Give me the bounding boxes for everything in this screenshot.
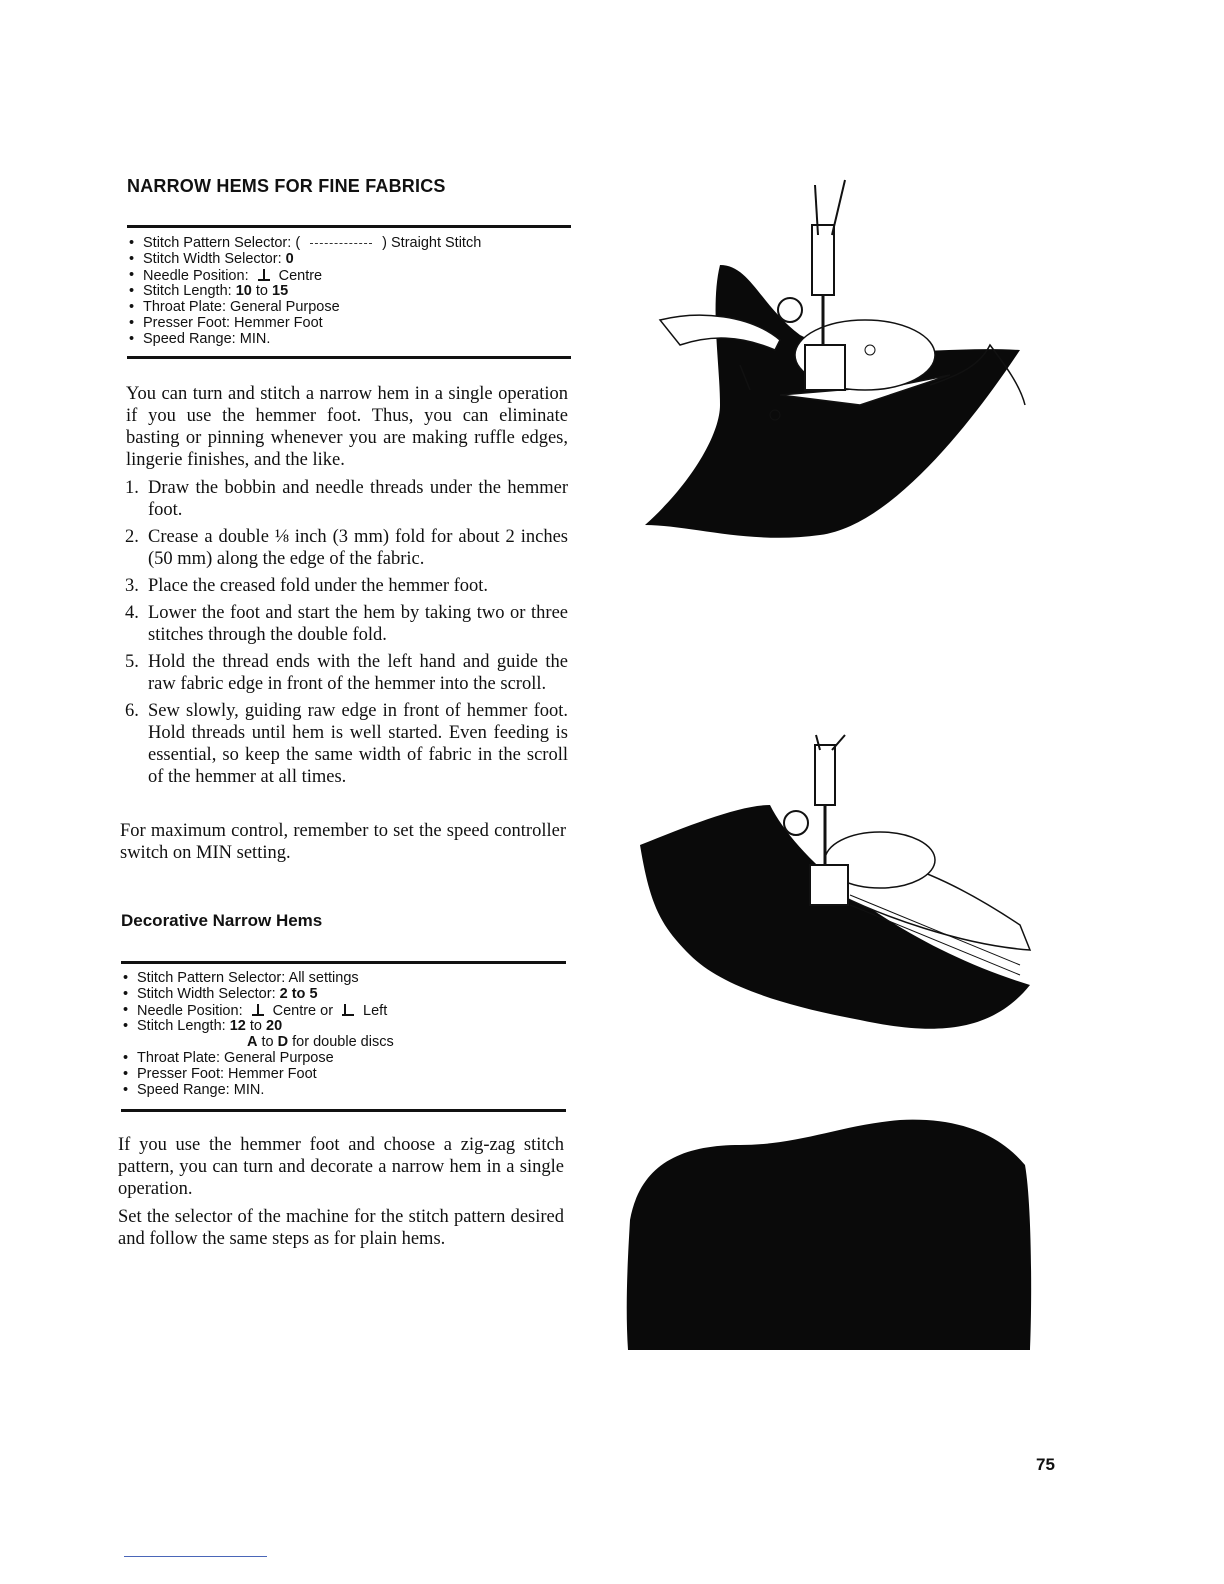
- settings-list-2: [121, 971, 394, 1098]
- setting-throat: • Throat Plate: General Purpose: [121, 1051, 394, 1067]
- needle-centre-icon: [257, 268, 271, 282]
- decorative-paragraph-2: Set the selector of the machine for the stitch pattern desired and follow the same steps as for plain hems.: [118, 1207, 564, 1249]
- rule-top-1: [127, 225, 571, 228]
- setting-presser: • Presser Foot: Hemmer Foot: [121, 1067, 394, 1083]
- setting-speed: • Speed Range: MIN.: [121, 1083, 394, 1099]
- illustration-finished-hem: [627, 1120, 1031, 1350]
- rule-bottom-2: [121, 1109, 566, 1112]
- setting-pattern: • Stitch Pattern Selector: ( ) Straight Stitch: [127, 236, 481, 252]
- setting-length: • Stitch Length: 12 to 20: [121, 1019, 394, 1035]
- settings-list-1: [127, 236, 481, 348]
- illustration-hemming-step-1: [645, 180, 1025, 538]
- setting-pattern: • Stitch Pattern Selector: All settings: [121, 971, 394, 987]
- page-title: NARROW HEMS FOR FINE FABRICS: [127, 176, 446, 196]
- hemmer-illustrations: [600, 105, 1070, 1435]
- needle-centre-icon: [251, 1003, 265, 1017]
- control-note: For maximum control, remember to set the speed controller switch on MIN setting.: [120, 821, 566, 863]
- setting-width: • Stitch Width Selector: 2 to 5: [121, 987, 394, 1003]
- step-item: 1. Draw the bobbin and needle threads under the hemmer foot.: [125, 478, 568, 520]
- setting-speed: • Speed Range: MIN.: [127, 332, 481, 348]
- rule-top-2: [121, 961, 566, 964]
- setting-needle: • Needle Position: Centre or Left: [121, 1003, 394, 1020]
- decorative-paragraph-1: If you use the hemmer foot and choose a zig-zag stitch pattern, you can turn and decorate a narrow hem in a single operation.: [118, 1135, 564, 1199]
- step-item: 6. Sew slowly, guiding raw edge in front of hemmer foot. Hold threads until hem is well started. Even feeding is essential, so keep the same width of fabric in the scroll of the hemmer at all times.: [125, 701, 568, 787]
- straight-stitch-symbol: [310, 243, 372, 244]
- setting-length: • Stitch Length: 10 to 15: [127, 284, 481, 300]
- section-subheading: Decorative Narrow Hems: [121, 911, 323, 930]
- setting-presser: • Presser Foot: Hemmer Foot: [127, 316, 481, 332]
- step-item: 5. Hold the thread ends with the left hand and guide the raw fabric edge in front of the hemmer into the scroll.: [125, 652, 568, 694]
- steps-list: [120, 477, 568, 793]
- setting-length-discs: A to D for double discs: [247, 1034, 394, 1051]
- setting-throat: • Throat Plate: General Purpose: [127, 300, 481, 316]
- step-item: 3. Place the creased fold under the hemmer foot.: [125, 576, 489, 596]
- footer-line: [124, 1556, 267, 1557]
- page-number: 75: [1036, 1455, 1055, 1474]
- setting-needle: • Needle Position: Centre: [127, 268, 481, 285]
- setting-width: • Stitch Width Selector: 0: [127, 252, 481, 268]
- step-item: 2. Crease a double ⅛ inch (3 mm) fold for about 2 inches (50 mm) along the edge of the fabric.: [125, 527, 568, 569]
- step-item: 4. Lower the foot and start the hem by taking two or three stitches through the double fold.: [125, 603, 568, 645]
- rule-bottom-1: [127, 356, 571, 359]
- needle-left-icon: [341, 1003, 355, 1017]
- intro-paragraph: You can turn and stitch a narrow hem in a single operation if you use the hemmer foot. Thus, you can eliminate basting or pinning whenever you are making ruffle edges, lingerie finishes, and the like.: [126, 384, 568, 470]
- illustration-hemming-step-2: [640, 735, 1030, 1029]
